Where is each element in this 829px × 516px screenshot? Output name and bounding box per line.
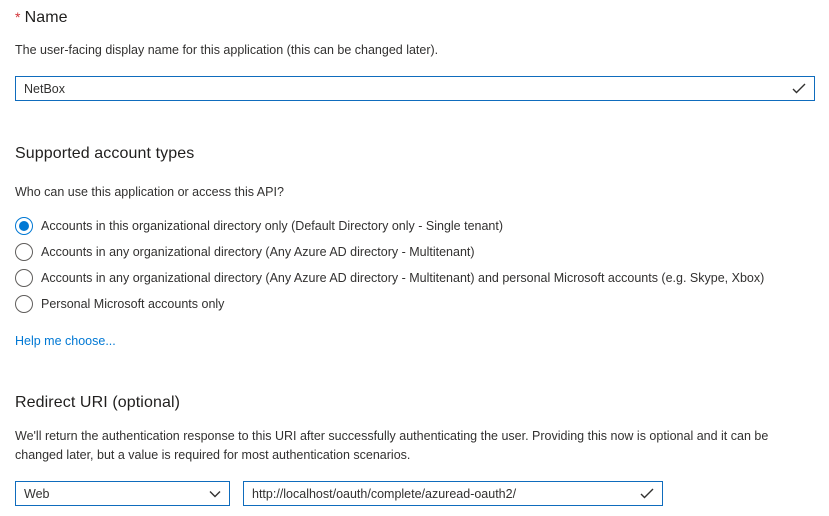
chevron-down-icon [209,490,221,498]
radio-button-icon [15,269,33,287]
account-type-option-label: Personal Microsoft accounts only [41,297,225,311]
account-types-question: Who can use this application or access this API? [15,185,284,199]
radio-button-icon [15,295,33,313]
account-type-option[interactable] [15,291,815,317]
redirect-uri-row [15,481,815,506]
redirect-uri-field-container [243,481,663,506]
platform-select-value: Web [24,486,50,501]
account-type-option[interactable] [15,239,815,265]
redirect-uri-input[interactable] [252,487,632,501]
redirect-uri-heading: Redirect URI (optional) [15,394,181,411]
radio-button-icon [15,217,33,235]
checkmark-icon [640,488,654,499]
platform-select[interactable] [15,481,230,506]
account-types-heading: Supported account types [15,145,195,162]
account-type-option[interactable] [15,265,815,291]
checkmark-icon [792,83,806,94]
required-asterisk: * [15,9,21,25]
account-type-option-label: Accounts in any organizational directory (Any Azure AD directory - Multitenant) and personal Microsoft accounts (e.g. Skype, Xbox) [41,271,765,285]
account-type-option-label: Accounts in this organizational directory only (Default Directory only - Single tenant) [41,219,504,233]
name-section-heading [15,9,815,27]
radio-button-icon [15,243,33,261]
help-me-choose-link[interactable]: Help me choose... [15,334,116,348]
account-types-radio-group [15,213,815,317]
account-type-option-label: Accounts in any organizational directory (Any Azure AD directory - Multitenant) [41,245,475,259]
name-field-container [15,76,815,101]
redirect-uri-description: We'll return the authentication response to this URI after successfully authenticating the user. Providing this now is optional and it can be changed later, but a value is required for most authentication scenarios. [15,429,769,462]
name-input[interactable] [24,82,784,96]
name-heading-label: Name [24,9,68,26]
name-description: The user-facing display name for this application (this can be changed later). [15,43,439,57]
account-type-option[interactable] [15,213,815,239]
